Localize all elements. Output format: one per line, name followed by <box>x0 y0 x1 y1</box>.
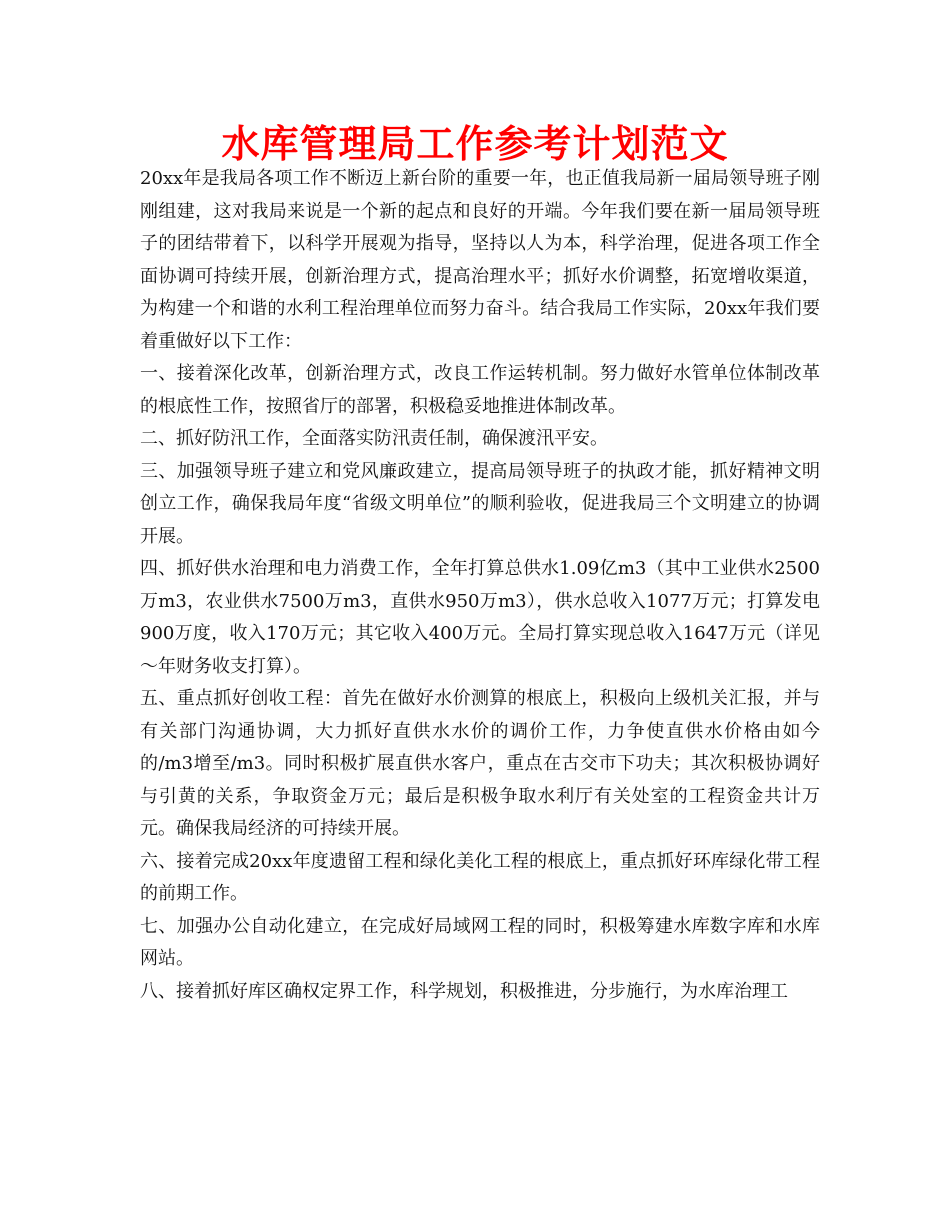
paragraph-intro: 20xx年是我局各项工作不断迈上新台阶的重要一年，也正值我局新一届局领导班子刚刚组建，这对我局来说是一个新的起点和良好的开端。今年我们要在新一届局领导班子的团结带着下，以科学开展观为指导，坚持以人为本，科学治理，促进各项工作全面协调可持续开展，创新治理方式，提高治理水平；抓好水价调整，拓宽增收渠道，为构建一个和谐的水利工程治理单位而努力奋斗。结合我局工作实际，20xx年我们要着重做好以下工作： <box>140 168 820 352</box>
paragraph-item-5: 五、重点抓好创收工程：首先在做好水价测算的根底上，积极向上级机关汇报，并与有关部门沟通协调，大力抓好直供水水价的调价工作，力争使直供水价格由如今的/m3增至/m3。同时积极扩展直供水客户，重点在古交市下功夫；其次积极协调好与引黄的关系，争取资金万元；最后是积极争取水利厅有关处室的工程资金共计万元。确保我局经济的可持续开展。 <box>140 688 820 839</box>
paragraph-item-4: 四、抓好供水治理和电力消费工作，全年打算总供水1.09亿m3（其中工业供水2500万m3，农业供水7500万m3，直供水950万m3），供水总收入1077万元；打算发电900万度，收入170万元；其它收入400万元。全局打算实现总收入1647万元（详见～年财务收支打算）。 <box>140 558 820 677</box>
paragraph-item-6: 六、接着完成20xx年度遗留工程和绿化美化工程的根底上，重点抓好环库绿化带工程的前期工作。 <box>140 850 820 904</box>
document-title: 水库管理局工作参考计划范文 <box>221 122 729 166</box>
paragraph-item-1: 一、接着深化改革，创新治理方式，改良工作运转机制。努力做好水管单位体制改革的根底性工作，按照省厅的部署，积极稳妥地推进体制改革。 <box>140 363 820 417</box>
paragraph-item-7: 七、加强办公自动化建立，在完成好局域网工程的同时，积极筹建水库数字库和水库网站。 <box>140 915 820 969</box>
paragraph-item-8: 八、接着抓好库区确权定界工作，科学规划，积极推进，分步施行，为水库治理工 <box>140 980 788 1002</box>
paragraph-item-3: 三、加强领导班子建立和党风廉政建立，提高局领导班子的执政才能，抓好精神文明创立工作，确保我局年度“省级文明单位”的顺利验收，促进我局三个文明建立的协调开展。 <box>140 460 820 547</box>
paragraph-item-2: 二、抓好防汛工作，全面落实防汛责任制，确保渡汛平安。 <box>140 428 608 449</box>
document-body <box>140 163 820 1008</box>
